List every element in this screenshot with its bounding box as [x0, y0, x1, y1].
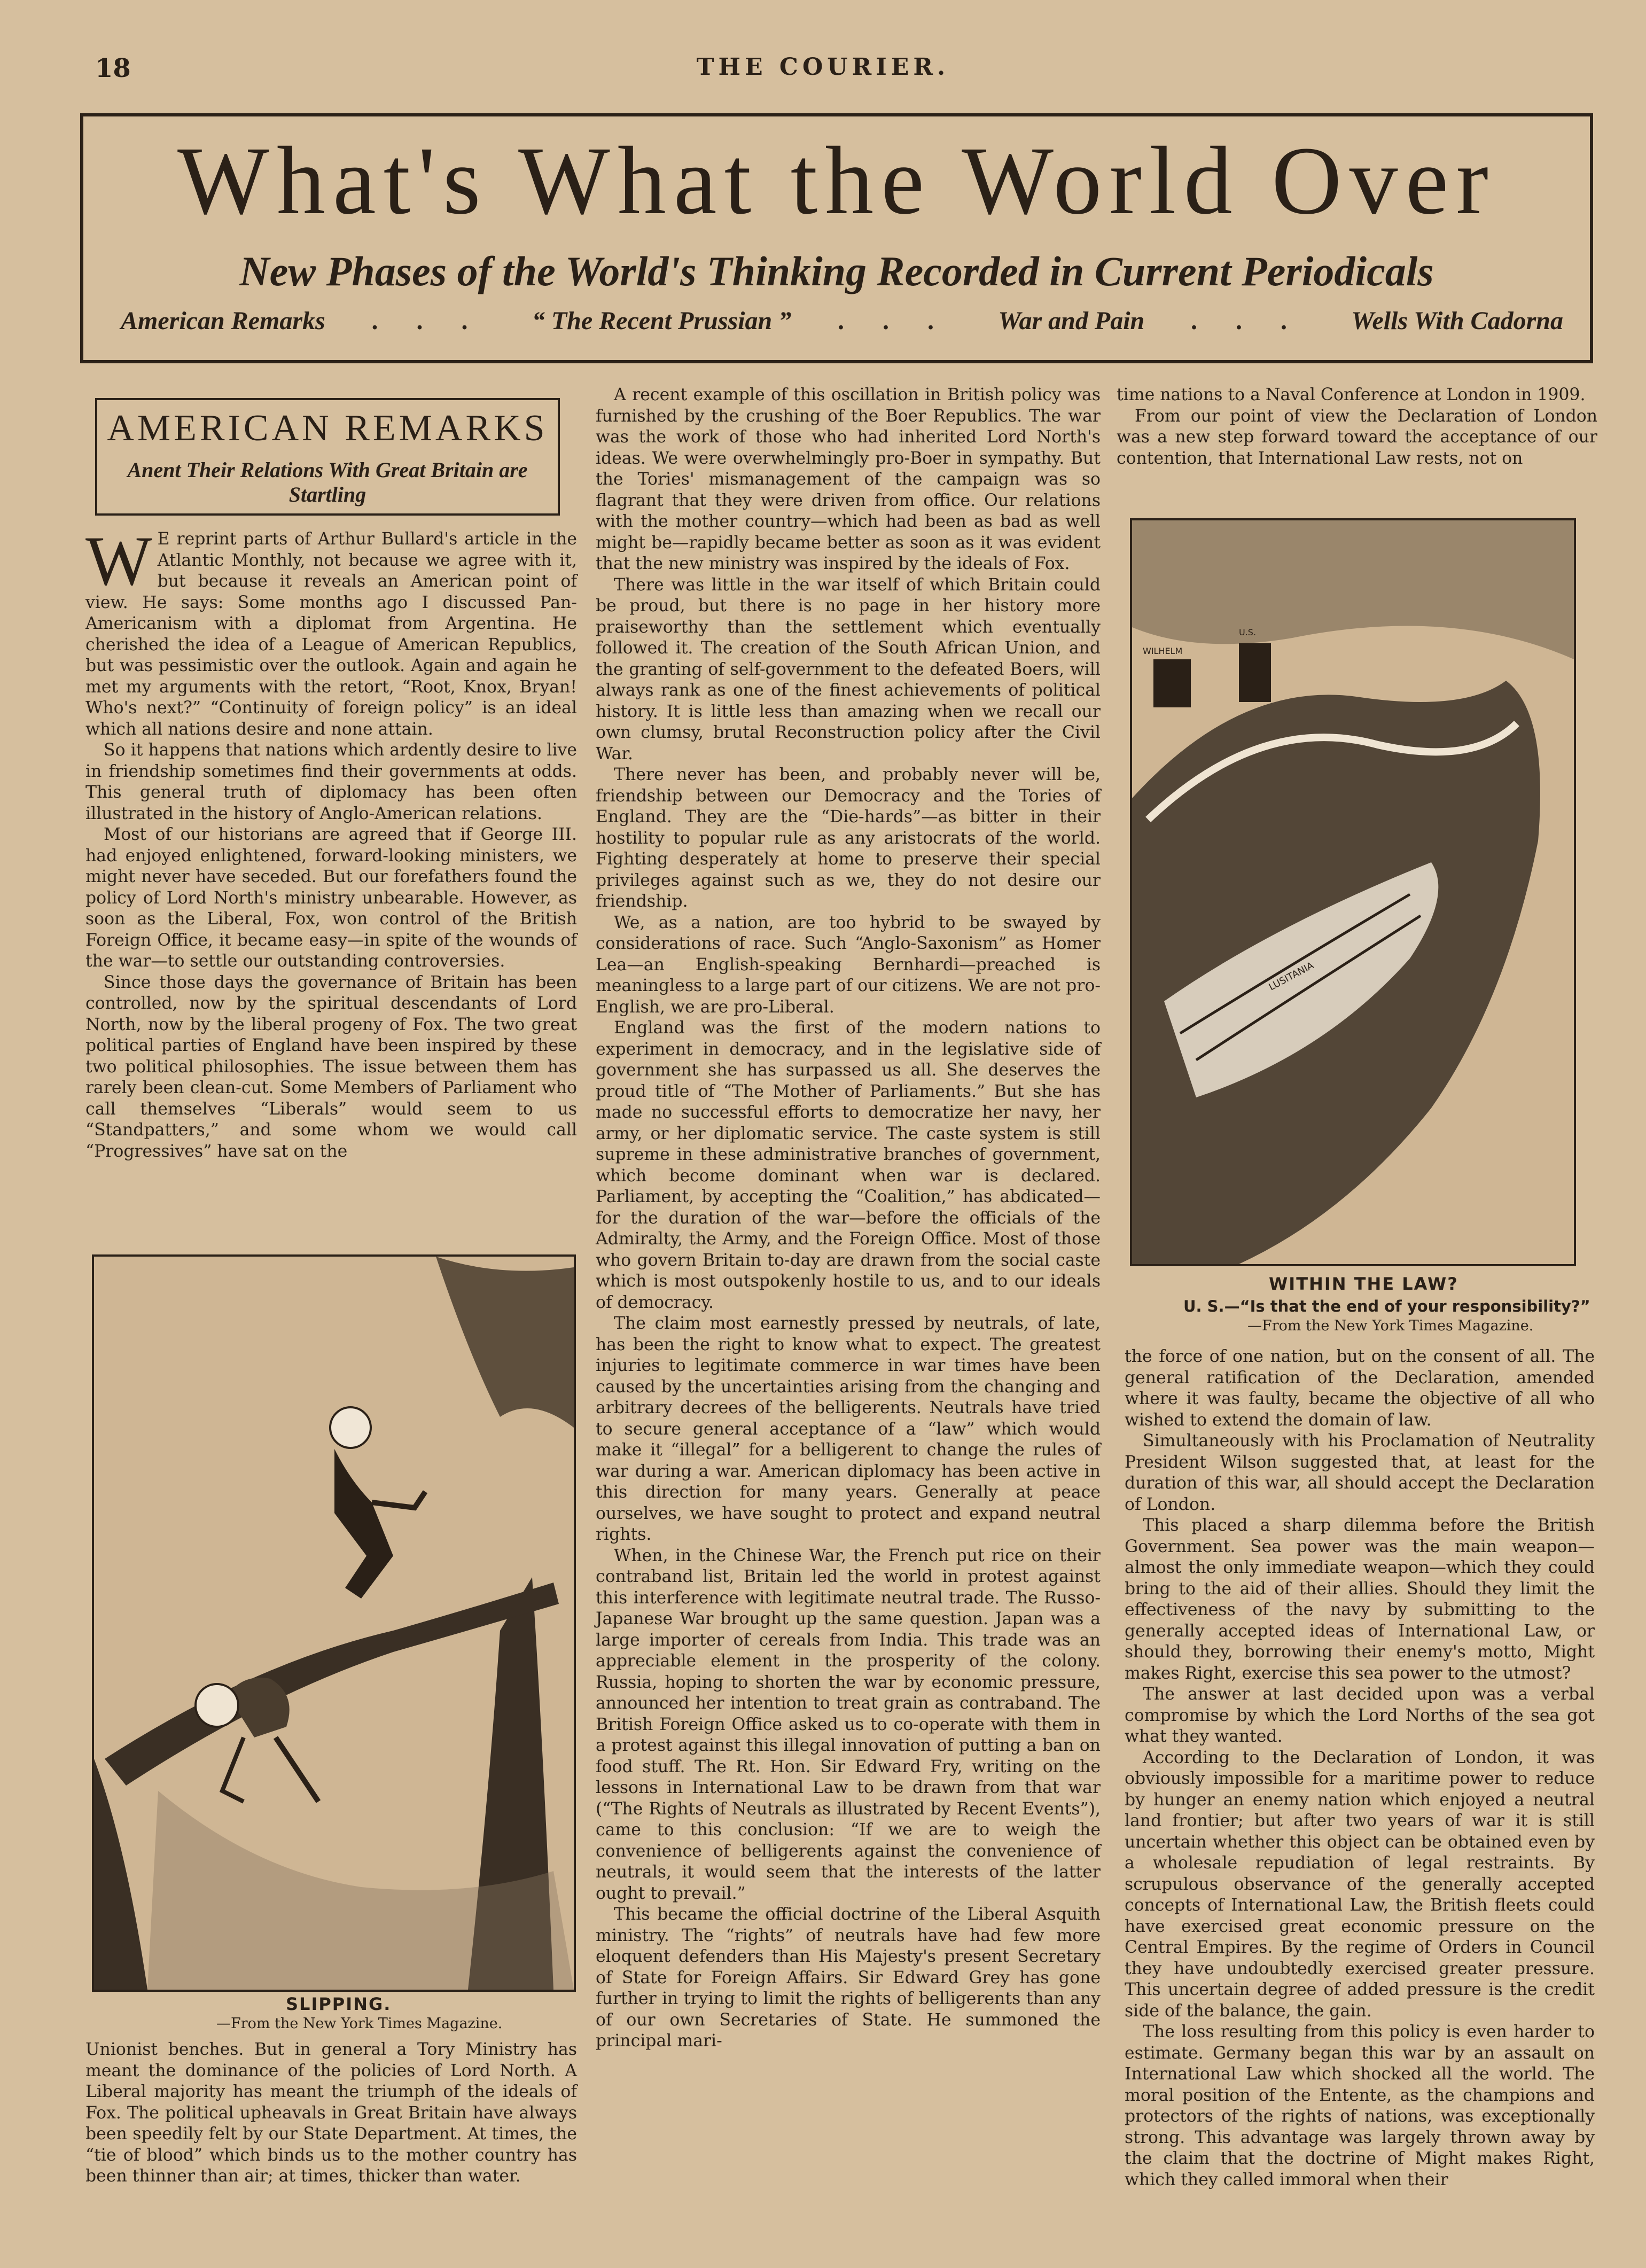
- article-paragraph: There was little in the war itself of which Britain could be proud, but there is no page in her history more praiseworthy than the settlement which eventually followed it. The creation of the South African Union, and the granting of self-government to the defeated Boers, will always rank as one of the finest achievements of political history. It is little less than amazing when we recall our own clumsy, brutal Reconstruction policy after the Civil War.: [596, 575, 1101, 763]
- masthead: [80, 113, 1593, 363]
- article-paragraph: W E reprint parts of Arthur Bullard's article in the Atlantic Monthly, not because we agree with it, but because it reveals an American point of view. He says: Some months ago I discussed Pan-Americanism with a diplomat from Argentina. He cherished the idea of a League of American Republics, but was pessimistic over the outlook. Again and again he met my arguments with the retort, “Root, Knox, Bryan! Who's next?” “Continuity of foreign policy” is an ideal which all nations desire and none attain.: [85, 521, 577, 739]
- contents-item: War and Pain: [998, 307, 1145, 335]
- cartoon-credit: —From the New York Times Magazine.: [216, 2015, 503, 2032]
- article-paragraph: The answer at last decided upon was a verbal compromise by which the Lord Norths of the sea got what they wanted.: [1125, 1685, 1595, 1746]
- contents-item: American Remarks: [121, 307, 325, 335]
- contents-line: [121, 306, 1563, 336]
- article-column-1: [85, 521, 577, 1162]
- article-paragraph: So it happens that nations which ardently desire to live in friendship sometimes find their governments at odds. This general truth of diplomacy has been often illustrated in the history of Anglo-American relations.: [85, 741, 577, 823]
- contents-item: “ The Recent Prussian ”: [532, 307, 792, 335]
- article-paragraph: Simultaneously with his Proclamation of Neutrality President Wilson suggested that, at least for the duration of this war, all should accept the Declaration of London.: [1125, 1431, 1595, 1514]
- article-column-3: [1117, 385, 1597, 469]
- article-paragraph: We, as a nation, are too hybrid to be swayed by considerations of race. Such “Anglo-Saxonism” as Homer Lea—an English-speaking Bernhardi—preached is meaningless to a large part of our citizens. We are not pro-English, we are pro-Liberal.: [596, 913, 1101, 1017]
- article-paragraph: According to the Declaration of London, it was obviously impossible for a maritime power to reduce by hunger an enemy nation which enjoyed a neutral land frontier; but after two years of war it is still uncertain whether this object can be obtained even by a wholesale repudiation of legal restraints. By scrupulous observance of the generally accepted concepts of International Law, the British fleets could have exercised great economic pressure on the Central Empires. By the regime of Orders in Council they have undoubtedly exercised greater pressure. This uncertain degree of added pressure is the credit side of the balance, the gain.: [1125, 1748, 1595, 2021]
- article-paragraph: From our point of view the Declaration of London was a new step forward toward the acceptance of our contention, that International Law rests, not on: [1117, 406, 1597, 468]
- cartoon-illustration: [1132, 520, 1574, 1264]
- article-paragraph: Since those days the governance of Britain has been controlled, now by the spiritual descendants of Lord North, now by the liberal progeny of Fox. The two great political parties of England have been inspired by these two political philosophies. The issue between them has rarely been clean-cut. Some Members of Parliament who call themselves “Liberals” would seem to us “Standpatters,” and some whom we would call “Progressives” have sat on the: [85, 972, 577, 1161]
- section-header: [95, 398, 560, 516]
- article-column-1-continued: [85, 2039, 577, 2187]
- article-paragraph: This became the official doctrine of the Liberal Asquith ministry. The “rights” of neutrals have had few more eloquent defenders than His Majesty's present Secretary of State for Foreign Affairs. Sir Edward Grey has gone further in trying to limit the rights of belligerents than any of our own Secretaries of State. He summoned the principal mari-: [596, 1905, 1101, 2051]
- article-paragraph: There never has been, and probably never will be, friendship between our Democracy and the Tories of England. They are the “Die-hards”—as bitter in their hostility to popular rule as any aristocrats of the world. Fighting desperately at home to preserve their special privileges against such as we, they do not desire our friendship.: [596, 765, 1101, 911]
- masthead-title: What's What the World Over: [177, 127, 1496, 235]
- cartoon-slipping: [92, 1254, 576, 1992]
- article-column-3-continued: [1125, 1346, 1595, 2191]
- cartoon-caption-title: WITHIN THE LAW?: [1269, 1274, 1458, 1294]
- article-column-2: [596, 385, 1101, 2052]
- article-paragraph: The loss resulting from this policy is even harder to estimate. Germany began this war by an assault on International Law which shocked all the world. The moral position of the Entente, as the champions and protectors of the rights of nations, was exceptionally strong. This advantage was largely thrown away by the claim that the doctrine of Might makes Right, which they called immoral when their: [1125, 2022, 1595, 2189]
- article-paragraph: England was the first of the modern nations to experiment in democracy, and in the legislative side of government she has surpassed us all. She deserves the proud title of “The Mother of Parliaments.” But she has made no successful efforts to democratize her navy, her army, or her diplomatic service. The caste system is still supreme in these administrative branches of government, which become dominant when war is declared. Parliament, by accepting the “Coalition,” has abdicated—for the duration of the war—before the officials of the Admiralty, the Army, and the Foreign Office. Most of those who govern Britain to-day are drawn from the social caste which is most outspokenly hostile to us, and to our ideals of democracy.: [596, 1018, 1101, 1312]
- section-subtitle: Anent Their Relations With Great Britain are Startling: [127, 458, 528, 506]
- drop-cap: W: [85, 521, 152, 600]
- article-paragraph: When, in the Chinese War, the French put rice on their contraband list, Britain led the world in protest against this interference with legitimate neutral trade. The Russo-Japanese War brought up the same question. Japan was a large importer of cereals from India. This trade was an appreciable element in the prosperity of the colony. Russia, hoping to shorten the war by economic pressure, announced her intention to treat grain as contraband. The British Foreign Office asked us to co-operate with them in a protest against this illegal innovation of putting a ban on food stuff. The Rt. Hon. Sir Edward Fry, writing on the lessons in International Law to be drawn from that war (“The Rights of Neutrals as illustrated by Recent Events”), came to this conclusion: “If we are to weigh the convenience of belligerents against the convenience of neutrals, it would seem that the interests of the latter ought to prevail.”: [596, 1546, 1101, 1903]
- page-number: 18: [95, 53, 131, 83]
- cartoon-label-wilhelm: WILHELM: [1143, 646, 1183, 656]
- contents-item: Wells With Cadorna: [1351, 307, 1563, 335]
- article-paragraph: Unionist benches. But in general a Tory Ministry has meant the dominance of the policies of Lord North. A Liberal majority has meant the triumph of the ideals of Fox. The political upheavals in Great Britain have always been speedily felt by our State Department. At times, the “tie of blood” which binds us to the mother country has been thinner than air; at times, thicker than water.: [85, 2040, 577, 2186]
- article-paragraph: The claim most earnestly pressed by neutrals, of late, has been the right to know what to expect. The greatest injuries to legitimate commerce in war times have been caused by the uncertainties arising from the changing and arbitrary decrees of the belligerents. Neutrals have tried to secure general acceptance of a “law” which would make it “illegal” for a belligerent to change the rules of war during a war. American diplomacy has been active in this direction for many years. Generally at peace ourselves, we have sought to protect and expand neutral rights.: [596, 1314, 1101, 1544]
- section-title: AMERICAN REMARKS: [107, 408, 548, 449]
- cartoon-caption-title: SLIPPING.: [286, 1994, 392, 2014]
- cartoon-illustration: [94, 1257, 574, 1990]
- running-head: THE COURIER.: [696, 53, 950, 81]
- contents-separator: . . .: [372, 307, 485, 335]
- cartoon-label-us: U.S.: [1239, 627, 1257, 637]
- article-paragraph: time nations to a Naval Conference at London in 1909.: [1117, 385, 1586, 404]
- contents-separator: . . .: [838, 307, 951, 335]
- article-paragraph: This placed a sharp dilemma before the British Government. Sea power was the main weapon—almost the only immediate weapon—which they could bring to the aid of their allies. Should they limit the effectiveness of the navy by submitting to the generally accepted ideas of International Law, or should they, borrowing their enemy's motto, Might makes Right, exercise this sea power to the utmost?: [1125, 1516, 1595, 1683]
- contents-separator: . . .: [1191, 307, 1304, 335]
- cartoon-label-lusitania: LUSITANIA: [1267, 960, 1316, 993]
- cartoon-within-the-law: [1130, 518, 1576, 1266]
- article-paragraph: the force of one nation, but on the consent of all. The general ratification of the Declaration, amended where it was faulty, became the objective of all who wished to extend the domain of law.: [1125, 1347, 1595, 1430]
- cartoon-credit: —From the New York Times Magazine.: [1247, 1318, 1534, 1334]
- cartoon-caption-line: U. S.—“Is that the end of your responsibility?”: [1183, 1297, 1590, 1315]
- article-paragraph: Most of our historians are agreed that if George III. had enjoyed enlightened, forward-looking ministers, we might never have seceded. But our forefathers found the policy of Lord North's ministry unbearable. However, as soon as the Liberal, Fox, won control of the British Foreign Office, it became easy—in spite of the wounds of the war—to settle our outstanding controversies.: [85, 825, 577, 971]
- masthead-subtitle: New Phases of the World's Thinking Recorded in Current Periodicals: [239, 248, 1434, 294]
- article-paragraph: A recent example of this oscillation in British policy was furnished by the crushing of the Boer Republics. The war was the work of those who had inherited Lord North's ideas. We were overwhelmingly pro-Boer in sympathy. But the Tories' mismanagement of the campaign was so flagrant that they were driven from office. Our relations with the mother country—which had been as bad as well might be—rapidly became better as soon as it was evident that the new ministry was inspired by the ideals of Fox.: [596, 385, 1101, 573]
